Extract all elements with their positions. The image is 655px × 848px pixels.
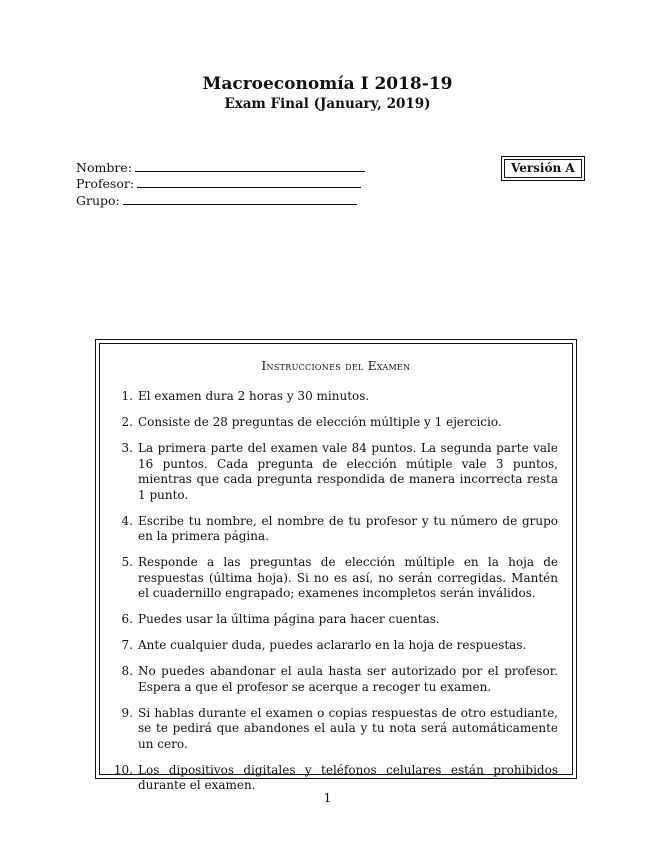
instruction-text: Los dipositivos digitales y teléfonos celulares están prohibidos durante el examen. [138,762,558,792]
group-field-line[interactable] [123,193,357,205]
instruction-item [121,441,558,503]
name-field-line[interactable] [135,160,365,172]
instruction-text: Responde a las preguntas de elección múltiple en la hoja de respuestas (última hoja). Si no es así, no serán corregidas. Mantén el cuadernillo engrapado; examenes incompletos serán inválidos. [138,555,558,600]
instruction-text: La primera parte del examen vale 84 puntos. La segunda parte vale 16 puntos. Cada pregunta de elección mútiple vale 3 puntos, mientras que cada pregunta respondida de manera incorrecta resta 1 punto. [138,441,558,502]
version-label: Versión A [504,159,582,178]
instruction-text: Si hablas durante el examen o copias respuestas de otro estudiante, se te pedirá que abandones el aula y tu nota será automáticamente un cero. [138,705,558,751]
instruction-item [121,513,558,545]
instructions-box [95,339,577,792]
instruction-number: 2. [121,415,133,429]
instructions-list [113,389,558,804]
instruction-item [121,389,558,405]
instruction-number: 1. [121,389,133,403]
instruction-text: Puedes usar la última página para hacer cuentas. [138,612,440,626]
instruction-number: 7. [121,638,133,652]
instruction-number: 6. [121,612,133,626]
professor-field-row [76,175,365,192]
instruction-text: Escribe tu nombre, el nombre de tu profesor y tu número de grupo en la primera página. [138,513,558,543]
instruction-number: 3. [121,441,133,455]
instruction-number: 8. [121,664,133,678]
instruction-text: El examen dura 2 horas y 30 minutos. [138,389,370,403]
instruction-text: Consiste de 28 preguntas de elección múltiple y 1 ejercicio. [138,415,502,429]
instruction-number: 9. [121,705,133,720]
instruction-item [121,638,558,654]
version-badge [501,156,585,181]
instruction-item [121,664,558,695]
instructions-title: Instrucciones del Examen [261,359,411,373]
instruction-item [113,762,558,794]
document-title: Macroeconomía I 2018-19 [202,74,453,94]
instructions-inner-frame [99,343,573,792]
instruction-text: Ante cualquier duda, puedes aclararlo en la hoja de respuestas. [138,638,527,652]
instruction-number: 4. [121,513,133,528]
name-field-row [76,158,365,175]
professor-field-label: Profesor: [76,176,135,191]
group-field-row [76,191,365,208]
group-field-label: Grupo: [76,192,120,208]
professor-field-line[interactable] [137,176,361,188]
instruction-item [121,415,558,431]
page-number: 1 [323,790,332,805]
document-subtitle: Exam Final (January, 2019) [224,96,431,112]
student-info-fields [76,158,365,208]
instruction-number: 10. [113,762,133,777]
instruction-item [121,705,558,753]
instruction-item [121,612,558,628]
instruction-item [121,555,558,602]
instruction-number: 5. [121,555,133,569]
instruction-text: No puedes abandonar el aula hasta ser autorizado por el profesor. Espera a que el profesor se acerque a recoger tu examen. [138,664,558,694]
name-field-label: Nombre: [76,159,132,175]
